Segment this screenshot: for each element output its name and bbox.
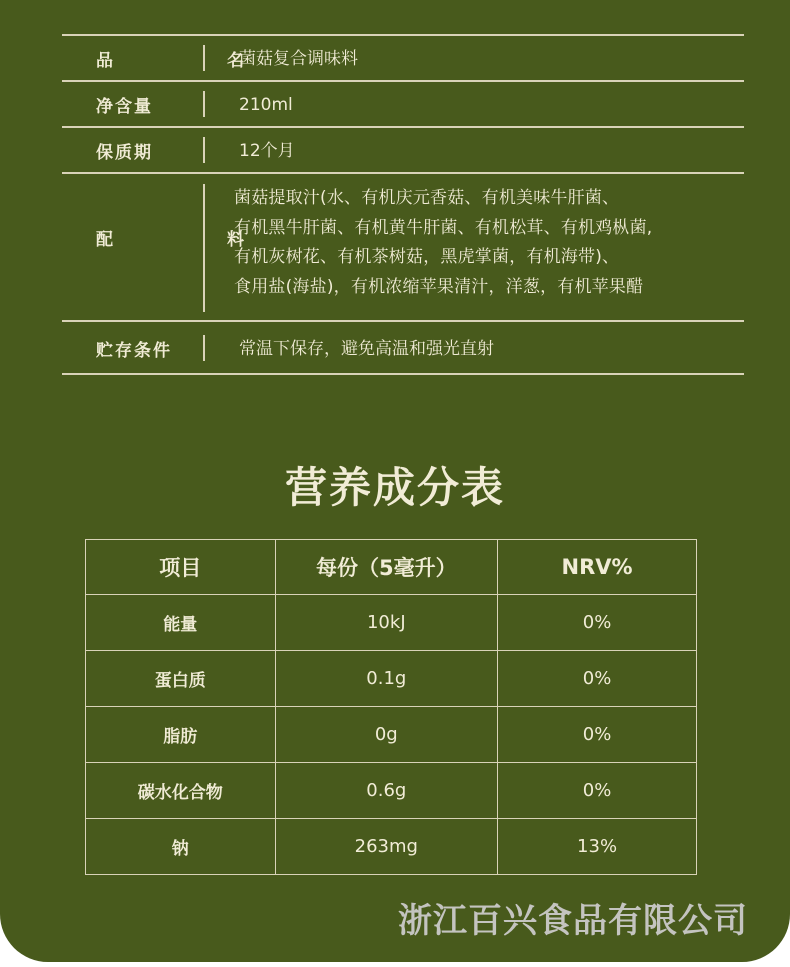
product-info-table — [62, 34, 744, 375]
info-value-storage: 常温下保存，避免高温和强光直射 — [239, 339, 494, 359]
nutrition-header-row — [86, 540, 697, 595]
table-row — [86, 763, 697, 819]
nutrient-nrv: 0% — [498, 707, 697, 763]
nutrient-name: 碳水化合物 — [86, 763, 276, 819]
info-label-name — [96, 45, 244, 71]
header-nrv: NRV% — [498, 540, 697, 595]
info-label-ingredients — [96, 224, 244, 250]
info-row-storage — [62, 322, 744, 373]
header-item: 项目 — [86, 540, 276, 595]
info-value-shelf-life: 12个月 — [239, 141, 295, 161]
ingredient-line: 有机灰树花、有机茶树菇，黑虎掌菌，有机海带)、 — [234, 247, 620, 267]
nutrient-amount: 0.1g — [275, 651, 498, 707]
separator — [203, 45, 205, 71]
ingredient-line: 食用盐(海盐)，有机浓缩苹果清汁，洋葱，有机苹果醋 — [234, 276, 644, 297]
nutrient-amount: 10kJ — [275, 595, 498, 651]
info-row-shelf-life — [62, 128, 744, 172]
nutrient-nrv: 13% — [498, 819, 697, 875]
separator — [203, 91, 205, 117]
nutrition-title: 营养成分表 — [284, 463, 505, 512]
separator — [203, 335, 205, 361]
table-row — [86, 819, 697, 875]
info-label-storage: 贮存条件 — [96, 340, 172, 361]
info-value-net-content: 210ml — [239, 95, 293, 115]
table-row — [86, 651, 697, 707]
info-row-ingredients — [62, 174, 744, 320]
ingredient-line: 菌菇提取汁(水、有机庆元香菇、有机美味牛肝菌、 — [234, 188, 620, 208]
label-char: 料 — [227, 229, 244, 250]
table-row — [86, 595, 697, 651]
nutrient-name: 能量 — [86, 595, 276, 651]
info-row-net-content — [62, 82, 744, 126]
nutrient-name: 钠 — [86, 819, 276, 875]
nutrient-nrv: 0% — [498, 595, 697, 651]
nutrient-name: 脂肪 — [86, 707, 276, 763]
table-row — [86, 707, 697, 763]
nutrient-amount: 0g — [275, 707, 498, 763]
info-label-shelf-life: 保质期 — [96, 142, 153, 163]
company-name: 浙江百兴食品有限公司 — [398, 901, 748, 941]
header-per-serving: 每份（5毫升） — [275, 540, 498, 595]
separator — [203, 184, 205, 312]
ingredient-line: 有机黑牛肝菌、有机黄牛肝菌、有机松茸、有机鸡枞菌, — [234, 217, 653, 238]
info-value-ingredients — [234, 184, 746, 302]
nutrient-amount: 0.6g — [275, 763, 498, 819]
separator — [203, 137, 205, 163]
info-row-name — [62, 36, 744, 80]
nutrition-table — [85, 539, 697, 875]
nutrient-nrv: 0% — [498, 651, 697, 707]
label-char: 配 — [96, 229, 113, 250]
nutrient-nrv: 0% — [498, 763, 697, 819]
label-char: 名 — [227, 50, 244, 71]
info-value-name: 菌菇复合调味料 — [239, 49, 358, 69]
info-label-net-content: 净含量 — [96, 96, 153, 117]
label-char: 品 — [96, 50, 113, 71]
nutrient-amount: 263mg — [275, 819, 498, 875]
nutrient-name: 蛋白质 — [86, 651, 276, 707]
